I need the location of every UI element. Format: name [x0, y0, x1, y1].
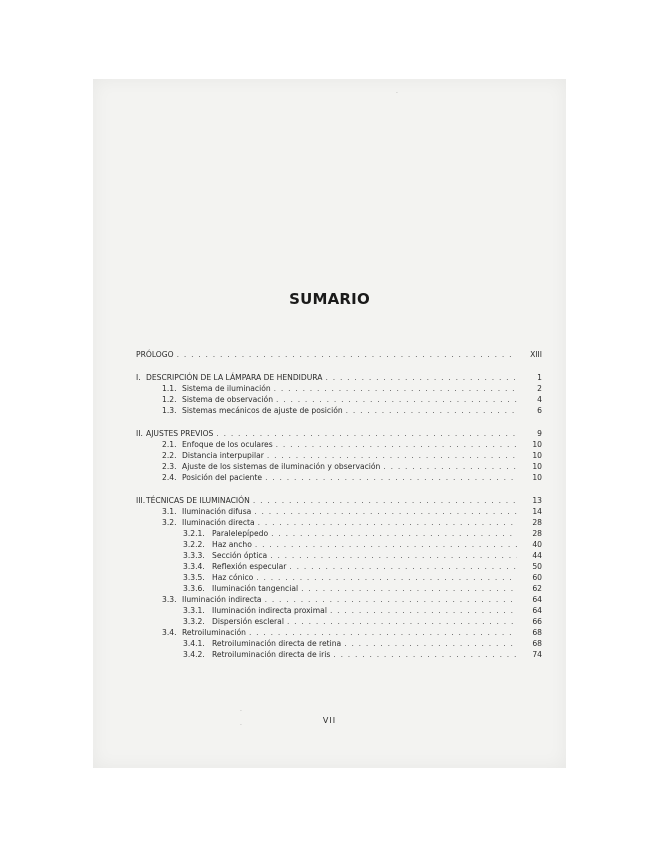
toc-page-number: 40	[532, 540, 542, 549]
toc-label: Retroiluminación directa de iris	[212, 650, 331, 659]
toc-label: Iluminación indirecta	[182, 595, 262, 604]
toc-page-number: 10	[532, 440, 542, 449]
toc-number: II.	[136, 429, 143, 438]
toc-number: 3.4.1.	[183, 639, 205, 648]
toc-number: 3.2.1.	[183, 529, 205, 538]
toc-entry	[136, 405, 542, 416]
toc-leader-dots	[346, 405, 517, 416]
toc-entry-prologo	[136, 349, 542, 360]
toc-label: Iluminación indirecta proximal	[212, 606, 327, 615]
toc-number: 2.4.	[162, 473, 177, 482]
toc-entry	[136, 461, 542, 472]
toc-label: Sistema de observación	[182, 395, 274, 404]
toc-label: Ajuste de los sistemas de iluminación y observación	[182, 462, 381, 471]
toc-number: 1.1.	[162, 384, 177, 393]
toc-entry	[136, 528, 542, 539]
toc-number: 2.2.	[162, 451, 177, 460]
toc-page-number: 66	[532, 617, 542, 626]
toc-label: Reflexión especular	[212, 562, 287, 571]
toc-label: Dispersión escleral	[212, 617, 284, 626]
toc-page-number: 4	[537, 395, 542, 404]
toc-leader-dots	[249, 627, 517, 638]
toc-number: 3.3.1.	[183, 606, 205, 615]
toc-page-number: 6	[537, 406, 542, 415]
toc-label: Retroiluminación directa de retina	[212, 639, 342, 648]
toc-leader-dots	[287, 616, 517, 627]
toc-page-number: 62	[532, 584, 542, 593]
toc-number: 3.2.	[162, 518, 177, 527]
toc-page-number: 10	[532, 473, 542, 482]
toc-entry-chapter-3	[136, 495, 542, 506]
toc-label: Haz ancho	[212, 540, 252, 549]
toc-page-number: 28	[532, 518, 542, 527]
toc-number: 3.2.2.	[183, 540, 205, 549]
toc-leader-dots	[216, 428, 517, 439]
toc-entry	[136, 539, 542, 550]
toc-label: TÉCNICAS DE ILUMINACIÓN	[146, 496, 250, 505]
toc-label: Sistemas mecánicos de ajuste de posición	[182, 406, 343, 415]
toc-leader-dots	[276, 439, 517, 450]
toc-entry	[136, 638, 542, 649]
toc-entry	[136, 506, 542, 517]
toc-number: 2.3.	[162, 462, 177, 471]
toc-label: AJUSTES PREVIOS	[146, 429, 214, 438]
toc-page-number: 64	[532, 595, 542, 604]
toc-number: 1.3.	[162, 406, 177, 415]
toc-number: 3.4.2.	[183, 650, 205, 659]
toc-page-number: 68	[532, 639, 542, 648]
toc-leader-dots	[254, 506, 517, 517]
scan-speck: ·	[240, 708, 242, 715]
toc-number: 3.3.2.	[183, 617, 205, 626]
toc-entry	[136, 649, 542, 660]
toc-label: Iluminación difusa	[182, 507, 252, 516]
scan-speck: ·	[396, 90, 398, 97]
toc-page-number: 28	[532, 529, 542, 538]
toc-leader-dots	[344, 638, 517, 649]
toc-label: Haz cónico	[212, 573, 254, 582]
toc-label: PRÓLOGO	[136, 350, 174, 359]
toc-number: 3.3.6.	[183, 584, 205, 593]
toc-entry	[136, 394, 542, 405]
toc-entry	[136, 594, 542, 605]
toc-entry	[136, 550, 542, 561]
toc-leader-dots	[383, 461, 517, 472]
toc-label: DESCRIPCIÓN DE LA LÁMPARA DE HENDIDURA	[146, 373, 323, 382]
scan-speck: ·	[240, 722, 242, 729]
toc-page-number: 60	[532, 573, 542, 582]
toc-page-number: 1	[537, 373, 542, 382]
toc-number: 3.3.4.	[183, 562, 205, 571]
toc-number: 3.3.	[162, 595, 177, 604]
toc-page-number: 74	[532, 650, 542, 659]
toc-page-number: 10	[532, 451, 542, 460]
toc-leader-dots	[265, 594, 517, 605]
toc-entry	[136, 383, 542, 394]
toc-label: Sección óptica	[212, 551, 268, 560]
toc-number: 2.1.	[162, 440, 177, 449]
toc-page-number: 68	[532, 628, 542, 637]
toc-entry	[136, 627, 542, 638]
toc-entry	[136, 572, 542, 583]
toc-label: Distancia interpupilar	[182, 451, 264, 460]
toc-page-number: 50	[532, 562, 542, 571]
table-of-contents	[136, 349, 542, 660]
toc-leader-dots	[333, 649, 517, 660]
toc-number: 3.4.	[162, 628, 177, 637]
toc-label: Sistema de iluminación	[182, 384, 271, 393]
page-title: SUMARIO	[289, 290, 370, 308]
page-number-footer: VII	[322, 716, 337, 725]
toc-leader-dots	[270, 550, 517, 561]
toc-leader-dots	[276, 394, 517, 405]
toc-leader-dots	[256, 572, 517, 583]
toc-label: Retroiluminación	[182, 628, 246, 637]
toc-leader-dots	[301, 583, 517, 594]
toc-leader-dots	[325, 372, 517, 383]
toc-label: Paralelepípedo	[212, 529, 269, 538]
toc-entry	[136, 583, 542, 594]
toc-page-number: 10	[532, 462, 542, 471]
toc-number: 3.3.3.	[183, 551, 205, 560]
toc-number: I.	[136, 373, 141, 382]
toc-leader-dots	[267, 450, 517, 461]
toc-entry-chapter-2	[136, 428, 542, 439]
toc-page-number: 13	[532, 496, 542, 505]
toc-leader-dots	[274, 383, 517, 394]
toc-entry-chapter-1	[136, 372, 542, 383]
toc-number: 3.3.5.	[183, 573, 205, 582]
toc-entry	[136, 450, 542, 461]
toc-page-number: 9	[537, 429, 542, 438]
toc-number: III.	[136, 496, 146, 505]
toc-entry	[136, 605, 542, 616]
toc-leader-dots	[177, 349, 517, 360]
toc-page-number: 2	[537, 384, 542, 393]
toc-leader-dots	[253, 495, 517, 506]
toc-leader-dots	[271, 528, 517, 539]
toc-label: Iluminación directa	[182, 518, 255, 527]
toc-page-number: 64	[532, 606, 542, 615]
toc-entry	[136, 561, 542, 572]
toc-leader-dots	[258, 517, 517, 528]
toc-entry	[136, 439, 542, 450]
toc-entry	[136, 472, 542, 483]
toc-leader-dots	[265, 472, 517, 483]
toc-label: Enfoque de los oculares	[182, 440, 273, 449]
toc-page-number: XIII	[530, 350, 542, 359]
toc-entry	[136, 616, 542, 627]
toc-entry	[136, 517, 542, 528]
toc-label: Posición del paciente	[182, 473, 263, 482]
toc-page-number: 44	[532, 551, 542, 560]
toc-leader-dots	[255, 539, 517, 550]
toc-leader-dots	[330, 605, 517, 616]
toc-number: 1.2.	[162, 395, 177, 404]
toc-leader-dots	[289, 561, 517, 572]
toc-number: 3.1.	[162, 507, 177, 516]
toc-page-number: 14	[532, 507, 542, 516]
toc-label: Iluminación tangencial	[212, 584, 299, 593]
